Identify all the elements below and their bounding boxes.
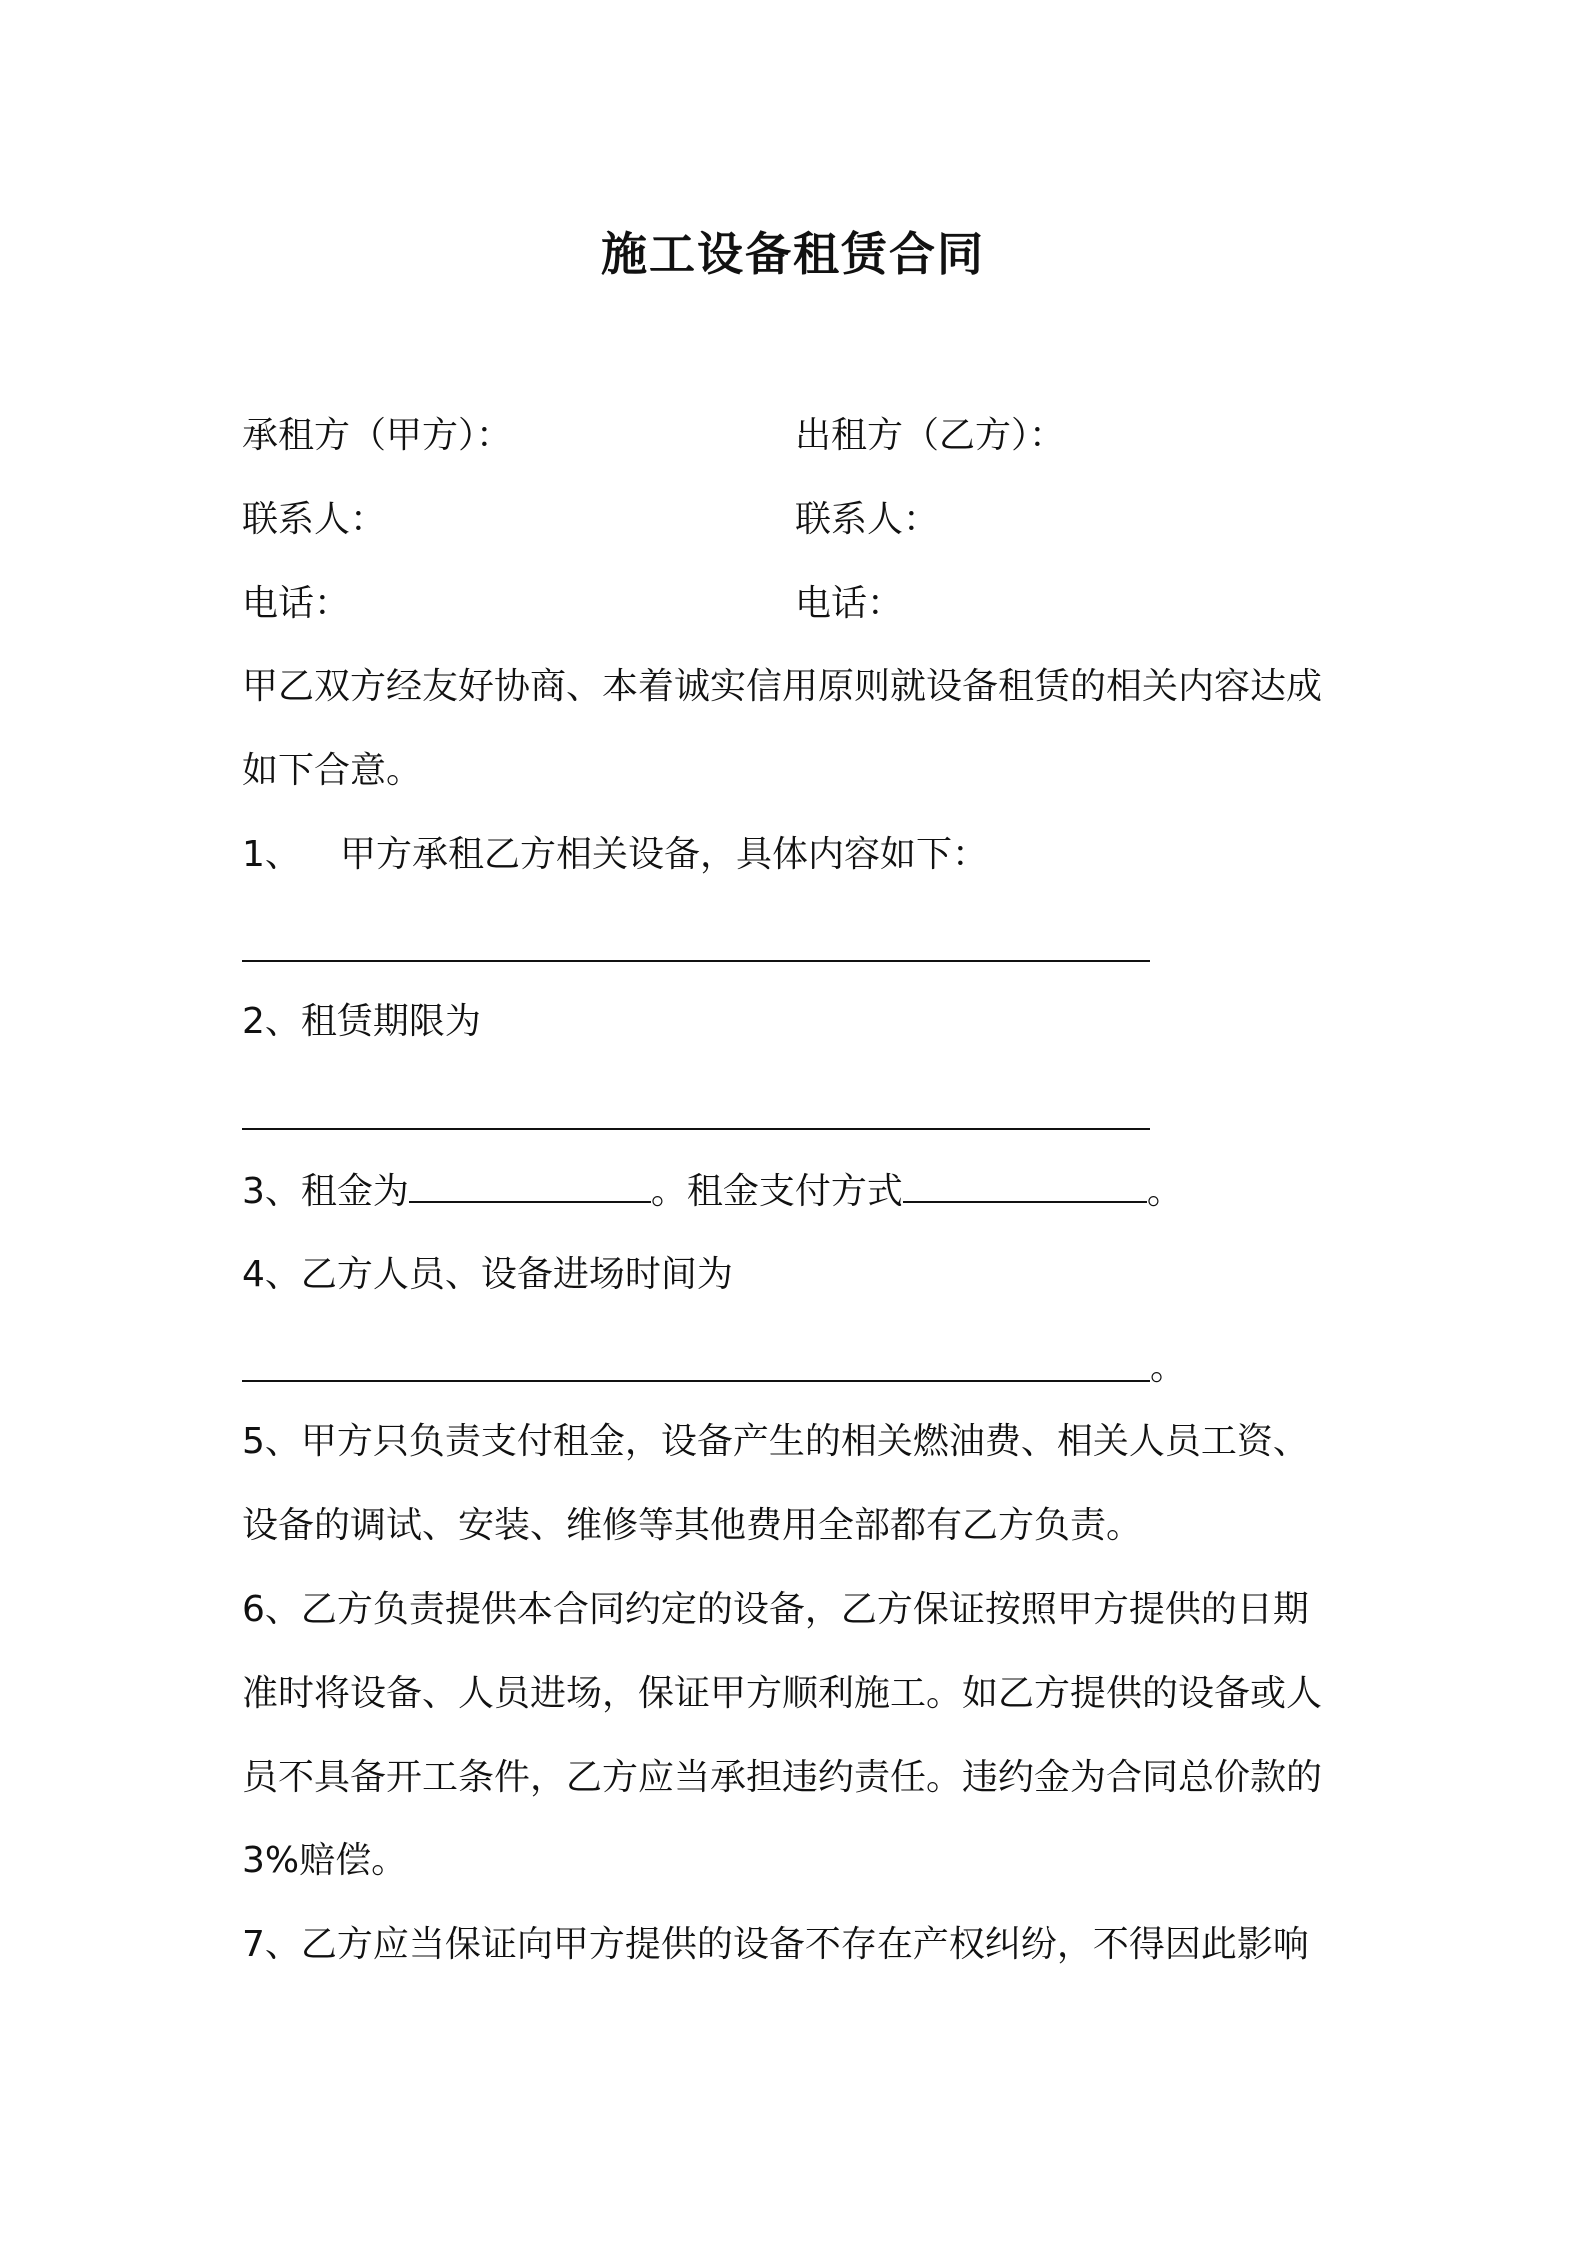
clause-3-end: 。 <box>1146 1171 1183 1212</box>
intro-paragraph-line-1: 甲乙双方经友好协商、本着诚实信用原则就设备租赁的相关内容达成 <box>242 666 1323 707</box>
intro-paragraph-line-2: 如下合意。 <box>242 750 423 791</box>
clause-4-end: 。 <box>1150 1347 1187 1388</box>
party-a-label: 承租方（甲方）： <box>242 415 513 456</box>
clause-3-rent-blank <box>409 1171 651 1203</box>
clause-3-payment-blank <box>903 1171 1147 1203</box>
clause-3-mid: 。租金支付方式 <box>650 1171 903 1212</box>
clause-6-line-3: 员不具备开工条件，乙方应当承担违约责任。违约金为合同总价款的 <box>242 1757 1323 1798</box>
clause-2-text: 2、租赁期限为 <box>242 1001 481 1042</box>
clause-4-text: 4、乙方人员、设备进场时间为 <box>242 1254 733 1295</box>
document-title: 施工设备租赁合同 <box>601 227 985 281</box>
clause-5-line-1: 5、甲方只负责支付租金，设备产生的相关燃油费、相关人员工资、 <box>242 1421 1309 1462</box>
clause-4-blank-line <box>242 1380 1150 1382</box>
clause-6-line-4: 3%赔偿。 <box>242 1840 408 1881</box>
clause-6-line-2: 准时将设备、人员进场，保证甲方顺利施工。如乙方提供的设备或人 <box>242 1673 1323 1714</box>
clause-3-prefix: 3、租金为 <box>242 1171 409 1212</box>
contact-b-label: 联系人： <box>795 499 940 540</box>
clause-1-blank-line <box>242 960 1150 962</box>
party-b-label: 出租方（乙方）： <box>795 415 1066 456</box>
phone-b-label: 电话： <box>795 583 904 624</box>
phone-a-label: 电话： <box>242 583 351 624</box>
clause-3-line <box>242 1170 1183 1214</box>
clause-2-blank-line <box>242 1128 1150 1130</box>
clause-5-line-2: 设备的调试、安装、维修等其他费用全部都有乙方负责。 <box>242 1505 1143 1546</box>
contact-a-label: 联系人： <box>242 499 387 540</box>
clause-6-line-1: 6、乙方负责提供本合同约定的设备，乙方保证按照甲方提供的日期 <box>242 1589 1309 1630</box>
clause-1-number: 1、 <box>242 834 301 875</box>
clause-7-line-1: 7、乙方应当保证向甲方提供的设备不存在产权纠纷，不得因此影响 <box>242 1924 1309 1965</box>
clause-1-text: 甲方承租乙方相关设备，具体内容如下： <box>340 834 989 875</box>
